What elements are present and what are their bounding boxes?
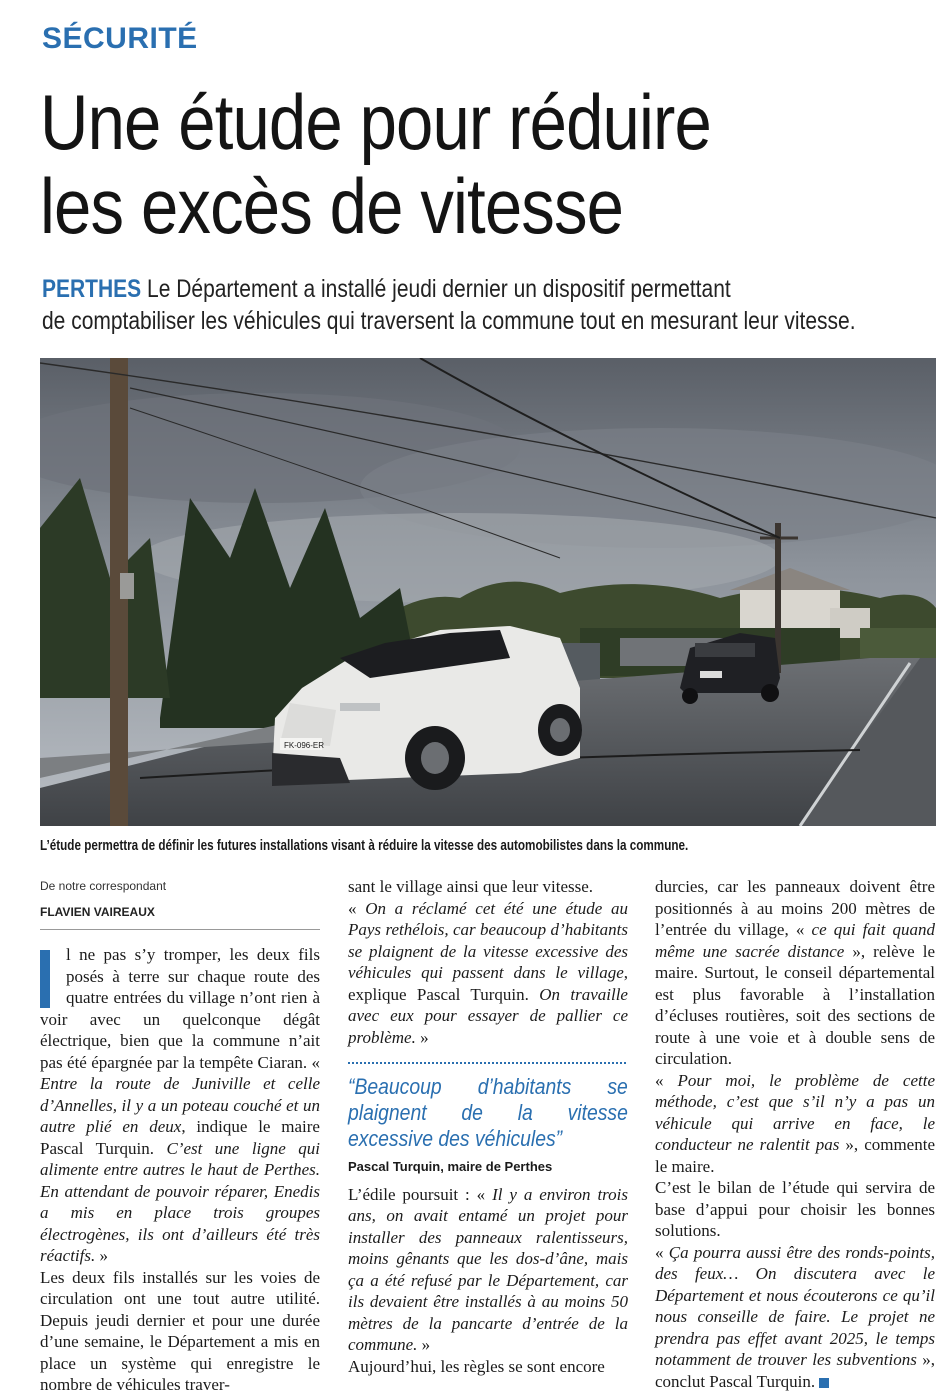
paragraph: C’est le bilan de l’étude qui servira de base d’appui pour choisir les bonnes solutions. xyxy=(655,1178,935,1240)
lead-paragraph xyxy=(42,273,932,337)
paragraph: « On a réclamé cet été une étude au Pays rethélois, car beaucoup d’habitants se plaignent de la vitesse excessive des véhicules qui passent dans le village, explique Pascal Turquin. On travaille avec eux pour essayer de pallier ce problème. » xyxy=(348,898,628,1047)
section-label: SÉCURITÉ xyxy=(42,22,198,55)
pull-quote-author: Pascal Turquin, maire de Perthes xyxy=(348,1159,553,1174)
drop-cap-mark xyxy=(40,950,50,1008)
headline-line-1: Une étude pour réduire xyxy=(40,78,711,166)
byline-label: De notre correspondant xyxy=(40,879,167,893)
paragraph: Aujourd’hui, les règles se sont encore xyxy=(348,1356,605,1376)
lead-line-1: Le Département a installé jeudi dernier un dispositif permettant xyxy=(147,275,731,303)
article-column-1 xyxy=(40,876,320,1396)
paragraph: durcies, car les panneaux doivent être positionnés à au moins 200 mètres de l’entrée du village, « ce qui fait quand même une sacrée distance », relève le maire. Surtout, le conseil départemental est plus favorable à l’installation d’écluses routières, soit des sections de route à une voie et à double sens de circulation. xyxy=(655,877,935,1068)
paragraph: L’édile poursuit : « Il y a environ trois ans, on avait entamé un projet pour installer des panneaux ralentisseurs, moins gênants que les dos-d’âne, mais ça a été refusé par le Département, car ils devaient être installés à au moins 50 mètres de la pancarte d’entrée de la commune. » xyxy=(348,1184,628,1354)
headline xyxy=(40,80,797,248)
byline-author: FLAVIEN VAIREAUX xyxy=(40,902,320,931)
end-of-article-mark xyxy=(819,1378,829,1388)
lead-place: PERTHES xyxy=(42,275,142,303)
quote-divider xyxy=(348,1062,626,1064)
article-photo xyxy=(40,358,936,826)
paragraph: Les deux fils installés sur les voies de circulation ont une tout autre utilité. Depuis jeudi dernier et pour une durée d’une semaine, le Département a mis en place un système qui enregistre le nombre de véhicules traver- xyxy=(40,1267,320,1394)
article-column-2 xyxy=(348,876,628,1377)
paragraph: l ne pas s’y tromper, les deux fils posés à terre sur chaque route des quatre entrées du village n’ont rien à voir avec un quelconque dégât électrique, bien que la commune n’ait pas été épargnée par la tempête Ciaran. « Entre la route de Juniville et celle d’Annelles, il y a un poteau couché et un autre plié en deux, indique le maire Pascal Turquin. C’est une ligne qui alimente entre autres le haut de Perthes. En attendant de pouvoir réparer, Enedis a mis en place trois groupes électrogènes, ils ont d’ailleurs été très réactifs. » xyxy=(40,945,320,1265)
article-column-3 xyxy=(655,876,935,1392)
paragraph: sant le village ainsi que leur vitesse. xyxy=(348,877,594,896)
lead-line-2: de comptabiliser les véhicules qui traversent la commune tout en mesurant leur vitesse. xyxy=(42,307,856,335)
license-plate: FK-096-ER xyxy=(284,741,325,750)
photo-caption: L’étude permettra de définir les futures installations visant à réduire la vitesse des automobilistes dans la commune. xyxy=(40,837,689,854)
pull-quote: “Beaucoup d’habitants se plaignent de la vitesse excessive des véhicules” xyxy=(348,1074,628,1151)
headline-line-2: les excès de vitesse xyxy=(40,162,624,250)
paragraph: « Ça pourra aussi être des ronds-points, des feux… On discutera avec le Département et nous écouterons ce qu’il nous conseille de faire. Le projet ne prendra pas effet avant 2025, le temps notamment de trouver les subventions », conclut Pascal Turquin. xyxy=(655,1242,936,1391)
paragraph: « Pour moi, le problème de cette méthode, c’est que s’il n’y a pas un véhicule qui arrive en face, le conducteur ne ralentit pas », commente le maire. xyxy=(655,1070,935,1176)
